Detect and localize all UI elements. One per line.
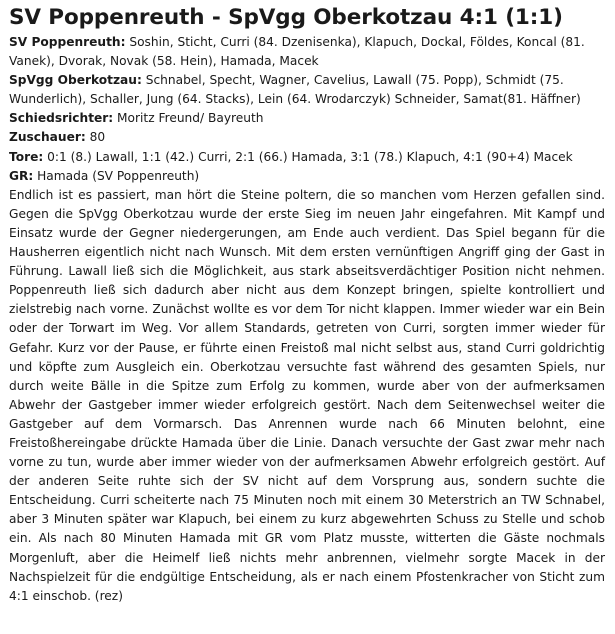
lineup-home [9,33,605,71]
lineup-away [9,71,605,109]
spectators-label: Zuschauer: [9,130,86,145]
red-card [9,167,605,186]
referee [9,109,605,128]
referee-label: Schiedsrichter: [9,111,114,126]
lineup-away-text: Schnabel, Specht, Wagner, Cavelius, Lawall (75. Popp), Schmidt (75. Wunderlich), Schaller, Jung (64. Stacks), Lein (64. Wrodarczyk) Schneider, Samat(81. Häffner) [9,73,581,107]
goals-label: Tore: [9,149,44,164]
lineup-home-text: Soshin, Sticht, Curri (84. Dzenisenka), Klapuch, Dockal, Földes, Koncal (81. Vanek), Dvorak, Novak (58. Hein), Hamada, Macek [9,35,585,69]
page-title: SV Poppenreuth - SpVgg Oberkotzau 4:1 (1:1) [9,5,563,30]
goals-text: 0:1 (8.) Lawall, 1:1 (42.) Curri, 2:1 (66.) Hamada, 3:1 (78.) Klapuch, 4:1 (90+4) Macek [47,149,573,164]
red-card-text: Hamada (SV Poppenreuth) [37,168,200,183]
lineup-home-label: SV Poppenreuth: [9,35,126,49]
red-card-label: GR: [9,168,34,183]
lineup-away-label: SpVgg Oberkotzau: [9,73,142,88]
match-report: Endlich ist es passiert, man hört die Steine poltern, die so manchen vom Herzen gefallen sind. Gegen die SpVgg Oberkotzau wurde der erste Sieg im neuen Jahr eingefahren. Mit Kampf und Einsatz wurde der Gegner niedergerungen, am Ende auch verdient. Das Spiel begann für die Hausherren eigentlich nicht nach Wunsch. Mit dem ersten vernünftigen Angriff ging der Gast in Führung. Lawall ließ sich die Möglichkeit, aus stark abseitsverdächtiger Position nicht nehmen. Poppenreuth ließ sich dadurch aber nicht aus dem Konzept bringen, spielte kontrolliert und zielstrebig nach vorne. Zunächst wollte es vor dem Tor nicht klappen. Immer wieder war ein Bein oder der Torwart im Weg. Vor allem Standards, getreten von Curri, sorgten immer wieder für Gefahr. Kurz vor der Pause, er führte einen Freistoß mal nicht selbst aus, stand Curri goldrichtig und köpfte zum Ausgleich ein. Oberkotzau versuchte fast während des gesamten Spiels, nur durch weite Bälle in die Spitze zum Erfolg zu kommen, wurde aber von der aufmerksamen Abwehr der Gastgeber immer wieder erfolgreich gestört. Nach dem Seitenwechsel weiter die Gastgeber auf dem Vormarsch. Das Anrennen wurde nach 66 Minuten belohnt, eine Freistoßhereingabe drückte Hamada über die Linie. Danach versuchte der Gast zwar mehr nach vorne zu tun, wurde aber immer wieder von der aufmerksamen Abwehr erfolgreich gestört. Auf der anderen Seite ruhte sich der SV nicht auf dem Vorsprung aus, sondern suchte die Entscheidung. Curri scheiterte nach 75 Minuten noch mit einem 30 Meterstrich an TW Schnabel, aber 3 Minuten später war Klapuch, bei einem zu kurz abgewehrten Schuss zu Stelle und schob ein. Als nach 80 Minuten Hamada mit GR vom Platz musste, witterten die Gäste nochmals Morgenluft, aber die Heimelf ließ nichts mehr anbrennen, vielmehr sorgte Macek in der Nachspielzeit für die endgültige Entscheidung, als er nach einem Pfostenkracher von Sticht zum 4:1 einschob. (rez) [9,187,605,603]
referee-text: Moritz Freund/ Bayreuth [117,111,264,126]
spectators-text: 80 [89,130,106,145]
goals [9,148,605,167]
spectators [9,128,605,147]
